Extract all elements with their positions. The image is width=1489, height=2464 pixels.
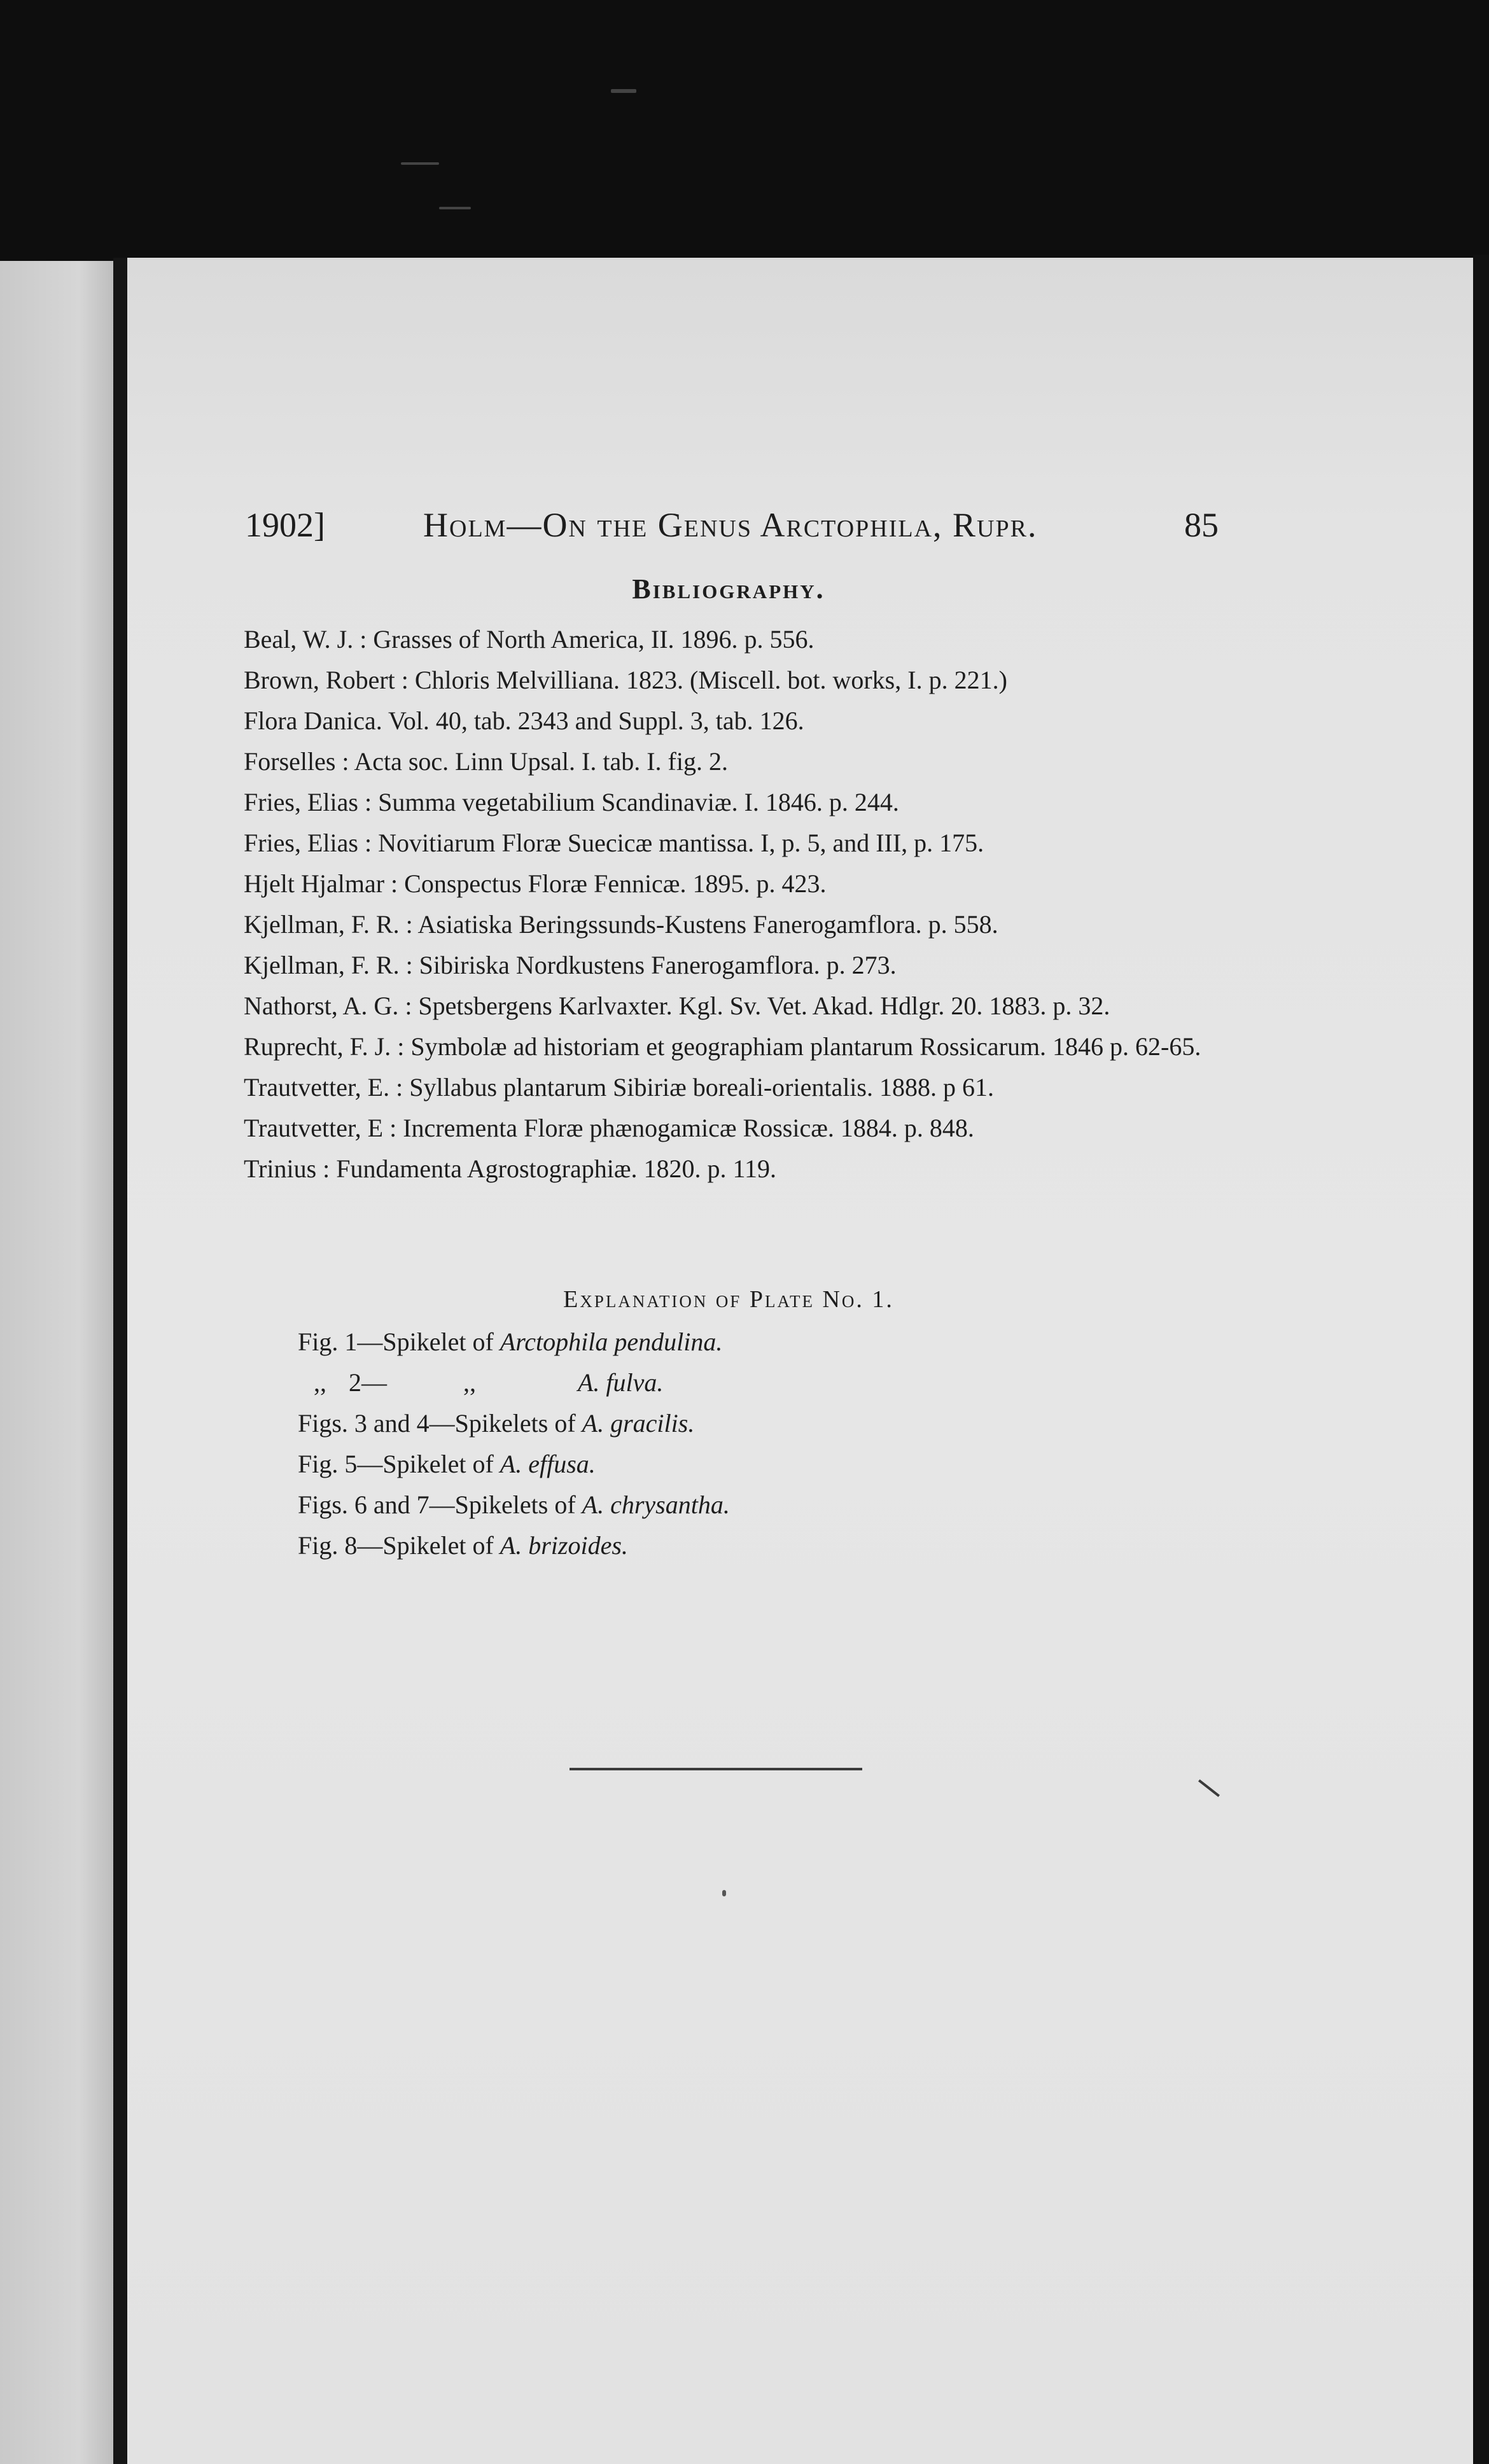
bibliography-entry: Hjelt Hjalmar : Conspectus Floræ Fennicæ. 1895. p. 423. <box>244 869 827 898</box>
figure-item <box>298 1364 1189 1401</box>
figure-species: A. fulva. <box>578 1368 664 1397</box>
figure-label: Fig. 1—Spikelet of <box>298 1327 494 1356</box>
running-head-title: Holm—On the Genus Arctophila, Rupr. <box>423 506 1038 544</box>
bibliography-entry: Nathorst, A. G. : Spetsbergens Karlvaxter. Kgl. Sv. Vet. Akad. Hdlgr. 20. 1883. p. 32. <box>244 991 1110 1020</box>
bibliography-entry: Trinius : Fundamenta Agrostographiæ. 1820. p. 119. <box>244 1154 777 1183</box>
figure-label: Figs. 3 and 4—Spikelets of <box>298 1409 576 1438</box>
figure-species: Arctophila pendulina. <box>500 1327 723 1356</box>
bibliography-entry: Forselles : Acta soc. Linn Upsal. I. tab. I. fig. 2. <box>244 747 728 776</box>
bibliography-entry: Kjellman, F. R. : Sibiriska Nordkustens Fanerogamflora. p. 273. <box>244 951 897 979</box>
page-right-shadow <box>1473 255 1489 2464</box>
figure-species: A. effusa. <box>500 1450 596 1478</box>
film-speck <box>401 162 439 165</box>
bibliography-entry: Trautvetter, E. : Syllabus plantarum Sibiriæ boreali-orientalis. 1888. p 61. <box>244 1073 994 1102</box>
figure-species: A. gracilis. <box>582 1409 695 1438</box>
bibliography-entry: Fries, Elias : Summa vegetabilium Scandinaviæ. I. 1846. p. 244. <box>244 788 899 816</box>
bibliography-entry: Beal, W. J. : Grasses of North America, II. 1896. p. 556. <box>244 625 814 654</box>
plate-explanation-heading: Explanation of Plate No. 1. <box>563 1286 894 1313</box>
bibliography-entry: Fries, Elias : Novitiarum Floræ Suecicæ mantissa. I, p. 5, and III, p. 175. <box>244 829 984 857</box>
figure-label: 2— <box>349 1368 387 1397</box>
figure-label: Fig. 8—Spikelet of <box>298 1531 494 1560</box>
bibliography-entry: Kjellman, F. R. : Asiatiska Beringssunds-Kustens Fanerogamflora. p. 558. <box>244 910 998 939</box>
page-number: 85 <box>1184 506 1219 544</box>
figure-list <box>298 1324 1189 1568</box>
film-speck <box>439 207 471 209</box>
stray-ink-dot <box>722 1890 726 1896</box>
figure-label: Figs. 6 and 7—Spikelets of <box>298 1490 576 1519</box>
film-speck <box>611 89 636 93</box>
bibliography-heading: Bibliography. <box>632 573 825 605</box>
ditto-mark: ,, <box>463 1368 476 1397</box>
bibliography-list <box>244 622 1224 1193</box>
running-head <box>245 503 1219 547</box>
figure-item <box>298 1527 1189 1564</box>
bibliography-entry: Flora Danica. Vol. 40, tab. 2343 and Suppl. 3, tab. 126. <box>244 706 804 735</box>
figure-species: A. chrysantha. <box>582 1490 730 1519</box>
bibliography-entry: Ruprecht, F. J. : Symbolæ ad historiam et geographiam plantarum Rossicarum. 1846 p. 62-65. <box>244 1032 1201 1061</box>
figure-species: A. brizoides. <box>500 1531 628 1560</box>
section-end-rule <box>570 1768 862 1770</box>
running-head-year: 1902] <box>245 506 325 544</box>
ditto-mark: ,, <box>314 1368 326 1397</box>
figure-label: Fig. 5—Spikelet of <box>298 1450 494 1478</box>
figure-item <box>298 1446 1189 1483</box>
bibliography-entry: Brown, Robert : Chloris Melvilliana. 1823. (Miscell. bot. works, I. p. 221.) <box>244 666 1007 694</box>
figure-item <box>298 1324 1189 1361</box>
bibliography-entry: Trautvetter, E : Incrementa Floræ phænogamicæ Rossicæ. 1884. p. 848. <box>244 1114 974 1142</box>
figure-item <box>298 1487 1189 1523</box>
figure-item <box>298 1405 1189 1442</box>
